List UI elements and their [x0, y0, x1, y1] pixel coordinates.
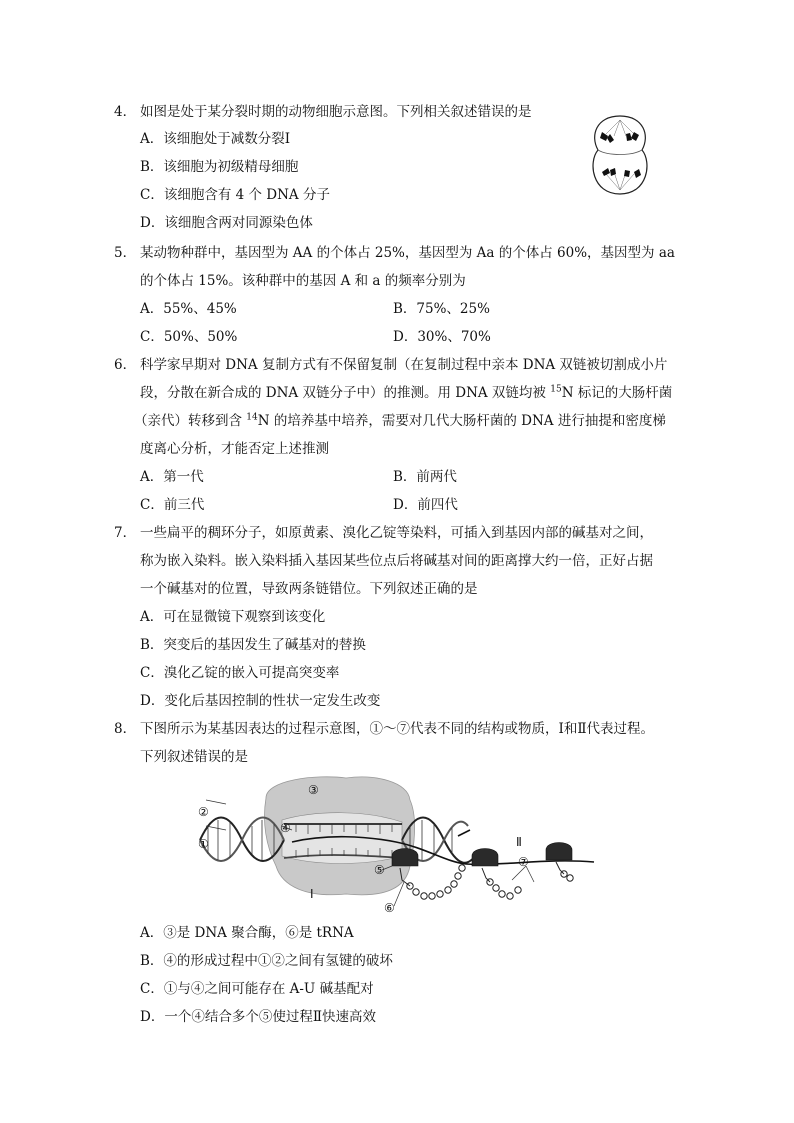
q8-option-d: D．一个④结合多个⑤使过程Ⅱ快速高效: [140, 1009, 376, 1025]
label-5: ⑤: [374, 863, 385, 877]
label-2: ②: [198, 805, 209, 819]
label-3: ③: [308, 783, 319, 797]
cell-division-figure: [584, 112, 656, 198]
q4-stem: 如图是处于某分裂时期的动物细胞示意图。下列相关叙述错误的是: [140, 104, 532, 120]
q8-option-c: C．①与④之间可能存在 A-U 碱基配对: [140, 981, 374, 997]
label-7: ⑦: [518, 855, 529, 869]
q8-option-a: A．③是 DNA 聚合酶，⑥是 tRNA: [140, 925, 354, 941]
q7-option-a: A．可在显微镜下观察到该变化: [140, 609, 326, 625]
label-1: ①: [198, 837, 209, 851]
q8-stem-line1: 下图所示为某基因表达的过程示意图，①～⑦代表不同的结构或物质，Ⅰ和Ⅱ代表过程。: [140, 721, 655, 737]
q6-option-a: A．第一代: [140, 469, 204, 485]
q6-stem-line2: 段，分散在新合成的 DNA 双链分子中）的推测。用 DNA 双链均被 $^{15}$N 标记的大肠杆菌: [140, 384, 673, 401]
label-process-1: Ⅰ: [310, 887, 314, 901]
q6-stem-line3: （亲代）转移到含 $^{14}$N 的培养基中培养，需要对几代大肠杆菌的 DNA 进行抽提和密度梯: [134, 412, 666, 429]
q8-stem-line2: 下列叙述错误的是: [140, 749, 248, 765]
q5-stem-line2: 的个体占 15%。该种群中的基因 A 和 a 的频率分别为: [140, 273, 466, 289]
label-4: ④: [280, 821, 291, 835]
q6-stem-line4: 度离心分析，才能否定上述推测: [140, 441, 329, 457]
q6-option-b: B．前两代: [393, 469, 457, 485]
label-process-2: Ⅱ: [516, 835, 522, 849]
q6-number: 6．: [114, 357, 137, 373]
q5-stem-line1: 某动物种群中，基因型为 AA 的个体占 25%，基因型为 Aa 的个体占 60%，基因型为 aa: [140, 245, 675, 261]
q5-option-d: D．30%、70%: [393, 329, 491, 345]
q8-option-b: B．④的形成过程中①②之间有氢键的破坏: [140, 953, 393, 969]
q4-option-c: C．该细胞含有 4 个 DNA 分子: [140, 187, 330, 203]
label-6: ⑥: [384, 901, 395, 915]
q7-number: 7．: [114, 525, 137, 541]
q5-option-a: A．55%、45%: [140, 301, 237, 317]
q7-option-c: C．溴化乙锭的嵌入可提高突变率: [140, 665, 340, 681]
q4-option-d: D．该细胞含两对同源染色体: [140, 215, 313, 231]
q7-option-b: B．突变后的基因发生了碱基对的替换: [140, 637, 366, 653]
q7-option-d: D．变化后基因控制的性状一定发生改变: [140, 693, 381, 709]
q5-number: 5．: [114, 245, 137, 261]
q7-stem-line3: 一个碱基对的位置，导致两条链错位。下列叙述正确的是: [140, 581, 478, 597]
q5-option-b: B．75%、25%: [393, 301, 490, 317]
q4-number: 4．: [114, 104, 137, 120]
q4-option-a: A．该细胞处于减数分裂Ⅰ: [140, 131, 291, 147]
q4-option-b: B．该细胞为初级精母细胞: [140, 159, 299, 175]
q7-stem-line2: 称为嵌入染料。嵌入染料插入基因某些位点后将碱基对间的距离撑大约一倍，正好占据: [140, 553, 653, 569]
q6-option-d: D．前四代: [393, 497, 458, 513]
q8-number: 8．: [114, 721, 137, 737]
q6-stem-line1: 科学家早期对 DNA 复制方式有不保留复制（在复制过程中亲本 DNA 双链被切割成小片: [140, 357, 668, 373]
gene-expression-figure: [196, 770, 596, 916]
q5-option-c: C．50%、50%: [140, 329, 238, 345]
q7-stem-line1: 一些扁平的稠环分子，如原黄素、溴化乙锭等染料，可插入到基因内部的碱基对之间，: [140, 525, 653, 541]
q6-option-c: C．前三代: [140, 497, 205, 513]
